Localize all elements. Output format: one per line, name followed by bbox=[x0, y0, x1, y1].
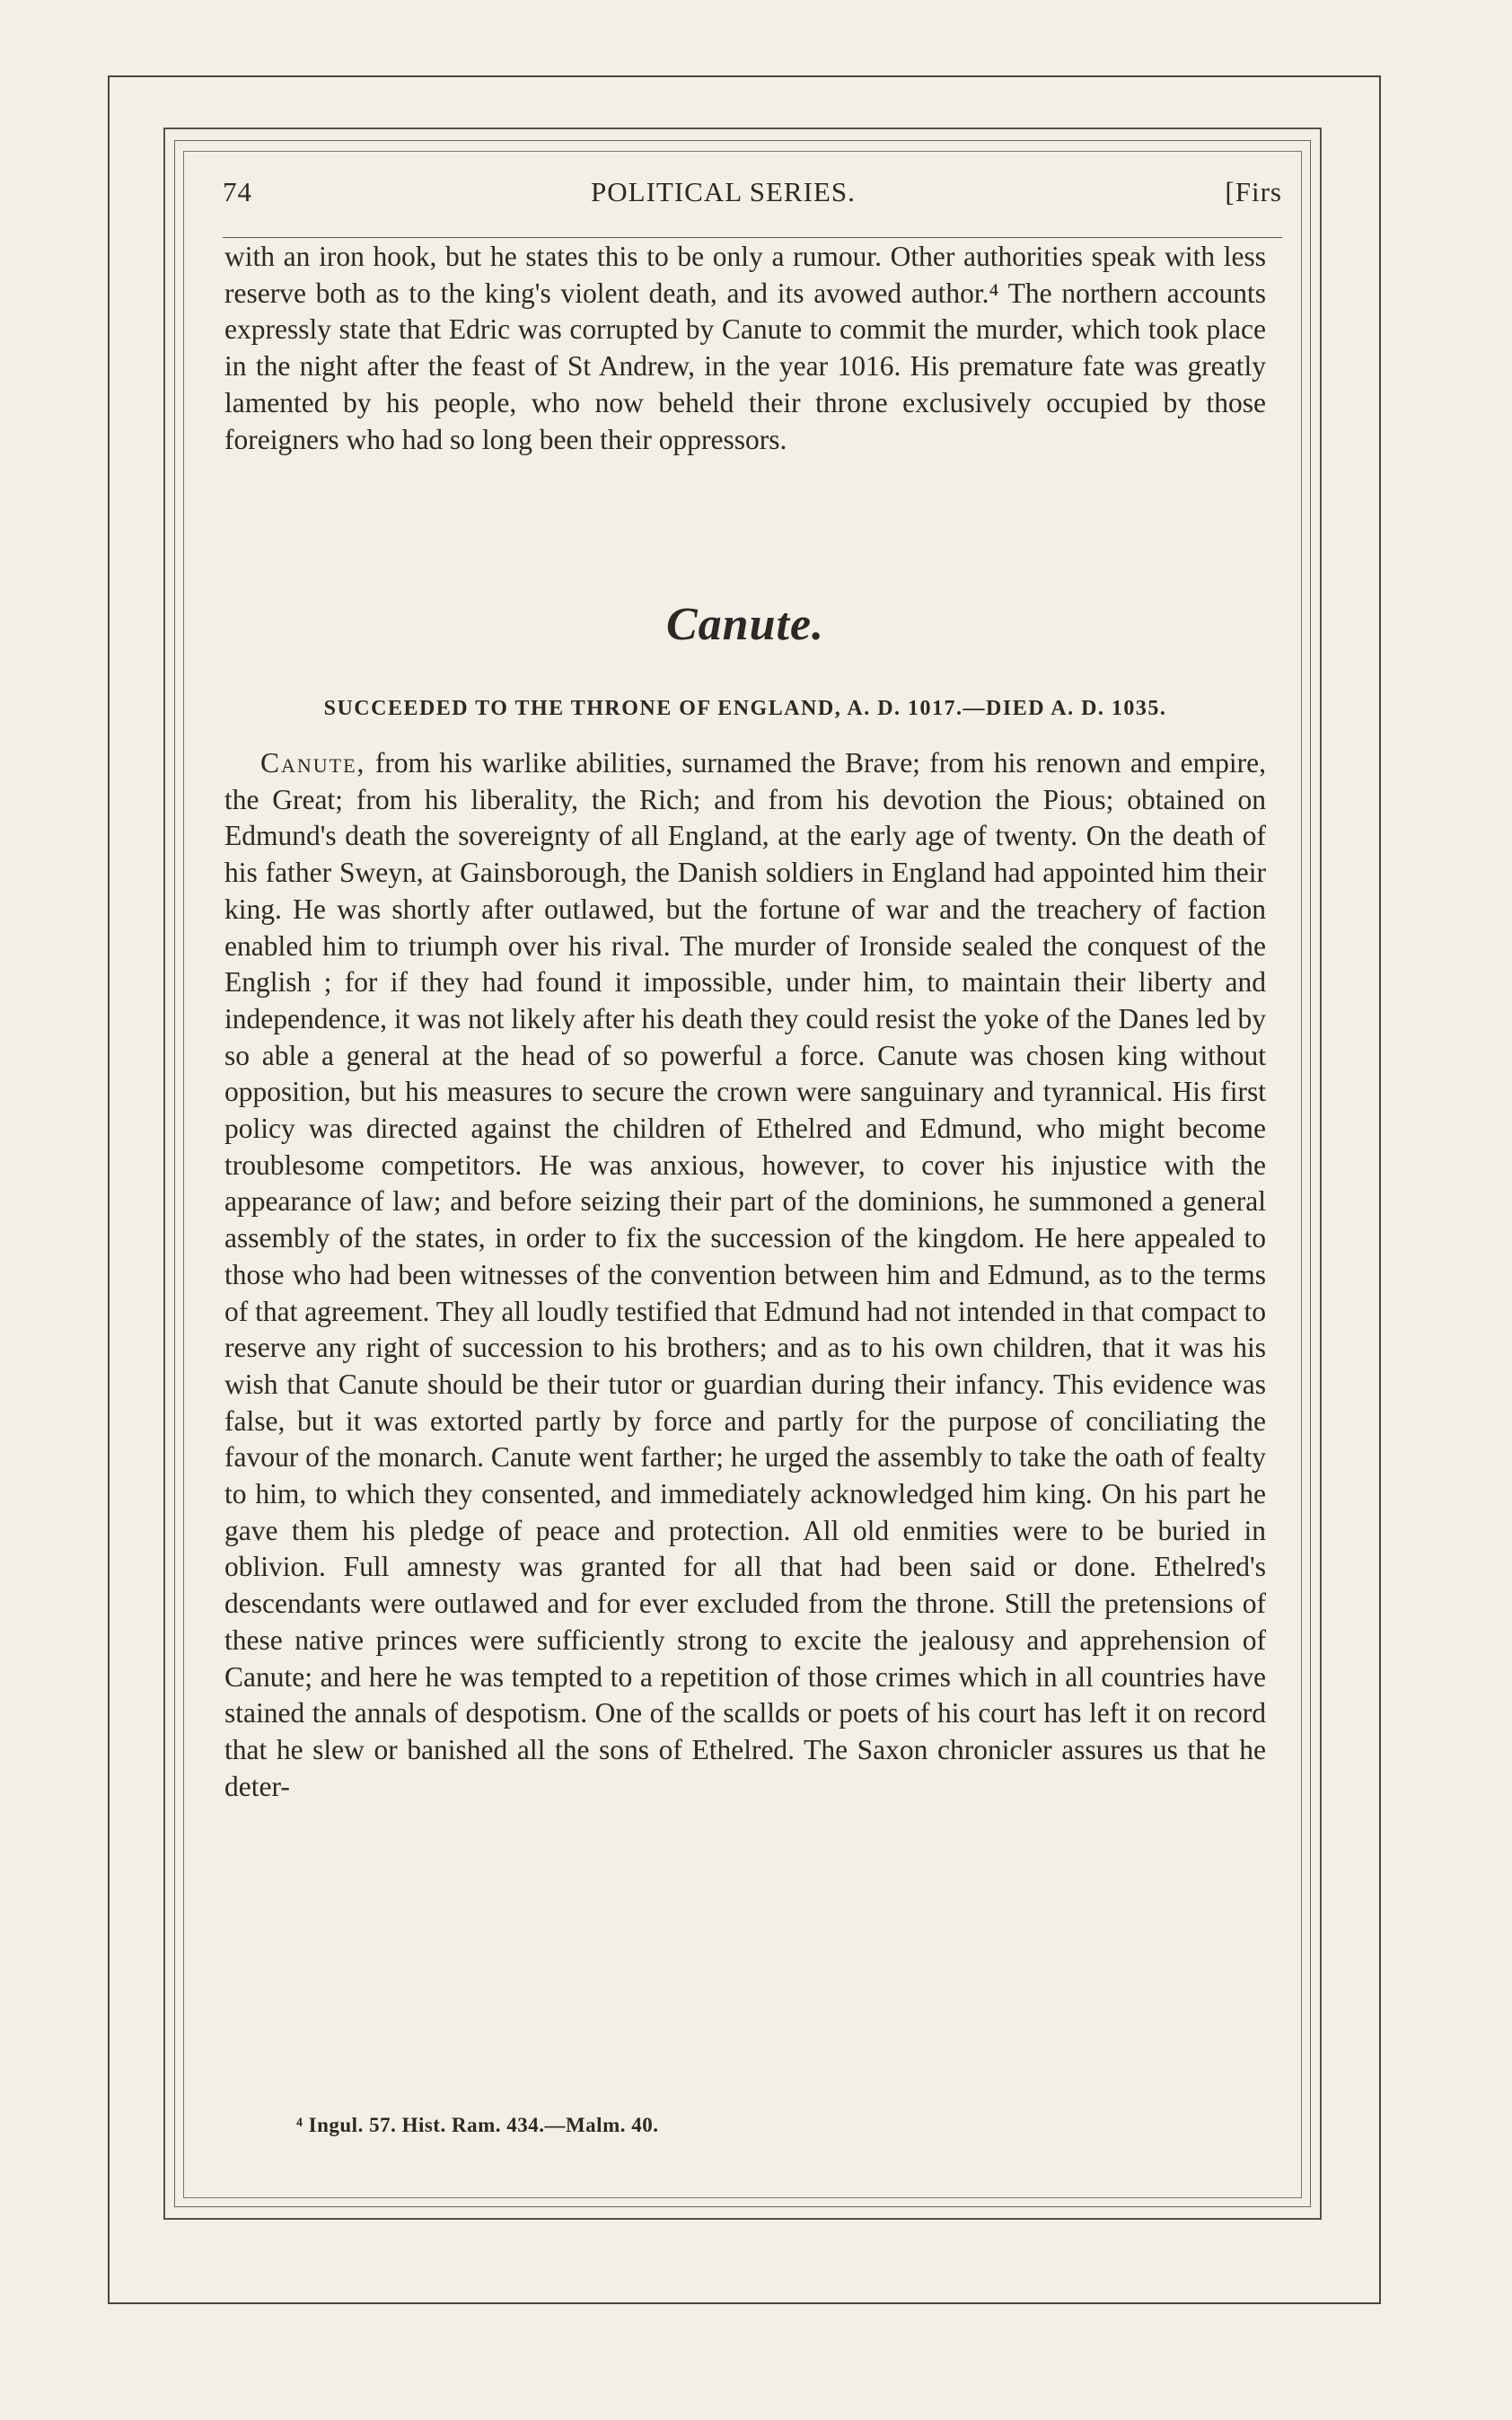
body-paragraph-1 bbox=[224, 239, 1266, 458]
paragraph-text: with an iron hook, but he states this to be only a rumour. Other authorities speak with less reserve both as to the king's violent death, and its avowed author.⁴ The northern accounts expressly state that Edric was corrupted by Canute to commit the murder, which took place in the night after the feast of St Andrew, in the year 1016. His premature fate was greatly lamented by his people, who now beheld their throne exclusively occupied by those foreigners who had so long been their oppressors. bbox=[224, 241, 1266, 455]
series-title: POLITICAL SERIES. bbox=[591, 176, 856, 207]
paragraph-lead: Canute, bbox=[260, 747, 366, 779]
section-subheading: SUCCEEDED TO THE THRONE OF ENGLAND, A. D. 1017.—DIED A. D. 1035. bbox=[323, 697, 1167, 720]
header-rule bbox=[223, 237, 1282, 238]
running-head bbox=[223, 176, 1282, 221]
running-head-corner: [Firs bbox=[1225, 176, 1282, 207]
page-number: 74 bbox=[223, 176, 252, 207]
section-heading: Canute. bbox=[665, 599, 825, 650]
paragraph-body: from his warlike abilities, surnamed the Brave; from his renown and empire, the Great; from his liberality, the Rich; and from his devotion the Pious; obtained on Edmund's death the sovereignty of all England, at the early age of twenty. On the death of his father Sweyn, at Gainsborough, the Danish soldiers in England had appointed him their king. He was shortly after outlawed, but the fortune of war and the treachery of faction enabled him to triumph over his rival. The murder of Ironside sealed the conquest of the English ; for if they had found it impossible, under him, to maintain their liberty and independence, it was not likely after his death they could resist the yoke of the Danes led by so able a general at the head of so powerful a force. Canute was chosen king without opposition, but his measures to secure the crown were sanguinary and tyrannical. His first policy was directed against the children of Ethelred and Edmund, who might become troublesome competitors. He was anxious, however, to cover his injustice with the appearance of law; and before seizing their part of the dominions, he summoned a general assembly of the states, in order to fix the succession of the kingdom. He here appealed to those who had been witnesses of the convention between him and Edmund, as to the terms of that agreement. They all loudly testified that Edmund had not intended in that compact to reserve any right of succession to his brothers; and as to his own children, that it was his wish that Canute should be their tutor or guardian during their infancy. This evidence was false, but it was extorted partly by force and partly for the purpose of conciliating the favour of the monarch. Canute went farther; he urged the assembly to take the oath of fealty to him, to which they consented, and immediately acknowledged him king. On his part he gave them his pledge of peace and protection. All old enmities were to be buried in oblivion. Full amnesty was granted for all that had been said or done. Ethelred's descendants were outlawed and for ever excluded from the throne. Still the pretensions of these native princes were sufficiently strong to excite the jealousy and apprehension of Canute; and here he was tempted to a repetition of those crimes which in all countries have stained the annals of despotism. One of the scallds or poets of his court has left it on record that he slew or banished all the sons of Ethelred. The Saxon chronicler assures us that he deter- bbox=[224, 747, 1267, 1802]
body-paragraph-2 bbox=[224, 745, 1266, 1805]
paragraph-text bbox=[224, 745, 1266, 1805]
footnote: ⁴ Ingul. 57. Hist. Ram. 434.—Malm. 40. bbox=[296, 2114, 659, 2136]
